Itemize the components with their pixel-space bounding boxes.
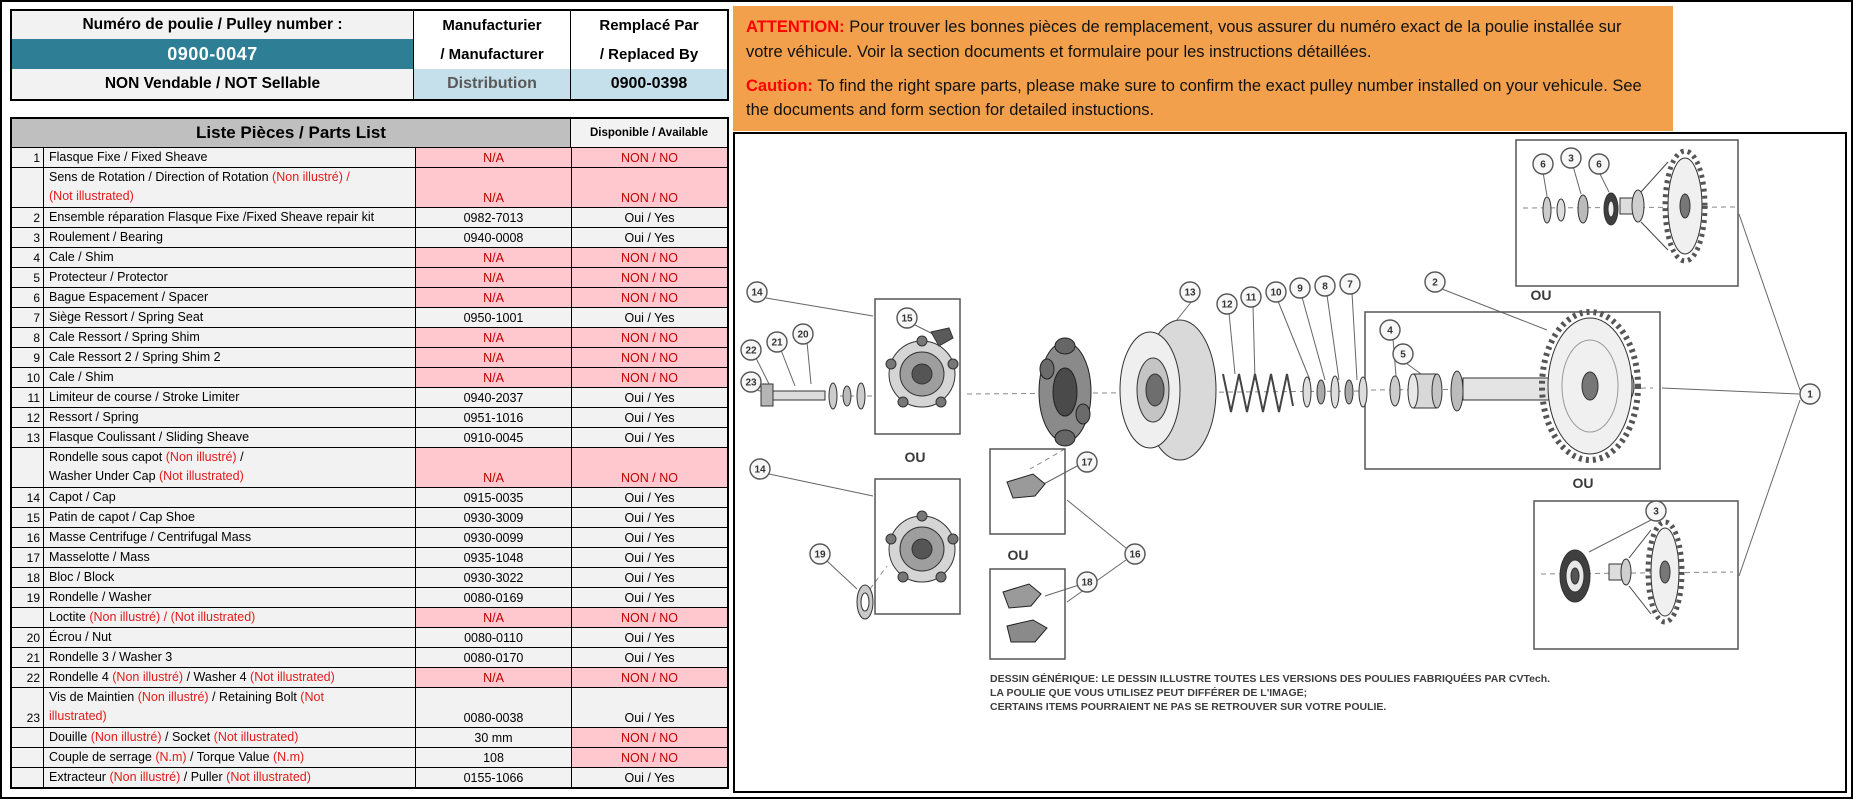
availability: Oui / Yes [572, 648, 727, 667]
availability: Oui / Yes [572, 408, 727, 427]
callout-number: 6 [1540, 159, 1546, 171]
parts-table-header-row [12, 119, 727, 147]
part-description: Rondelle / Washer [44, 588, 416, 607]
part-number: N/A [416, 268, 572, 287]
row-number: 21 [12, 648, 44, 667]
attention-lead-en: Caution: [746, 76, 813, 95]
pulley-exploded-diagram [733, 132, 1847, 793]
part-number: 0930-0099 [416, 528, 572, 547]
cap-drawing-bottom [886, 511, 958, 582]
part-description: Cale Ressort / Spring Shim [44, 328, 416, 347]
pulley-header-left-column [12, 11, 414, 99]
callout-number: 6 [1596, 159, 1602, 171]
row-number [12, 448, 44, 487]
part-number: 0930-3022 [416, 568, 572, 587]
availability: Oui / Yes [572, 548, 727, 567]
attention-text-en: To find the right spare parts, please make sure to confirm the exact pulley number installed on your vehicule. See the documents and form section for detailed instuctions. [746, 76, 1642, 120]
availability: NON / NO [572, 248, 727, 267]
part-description: Flasque Fixe / Fixed Sheave [44, 148, 416, 167]
part-description: Douille (Non illustré) / Socket (Not illustrated) [44, 728, 416, 747]
part-description: Cale Ressort 2 / Spring Shim 2 [44, 348, 416, 367]
part-number: 0982-7013 [416, 208, 572, 227]
part-description: Rondelle 3 / Washer 3 [44, 648, 416, 667]
parts-rows-container [12, 147, 727, 787]
parts-row [12, 367, 727, 387]
parts-row [12, 287, 727, 307]
parts-row [12, 267, 727, 287]
attention-paragraph-fr [746, 15, 1660, 65]
part-description: Bloc / Block [44, 568, 416, 587]
note-line: CERTAINS ITEMS POURRAIENT NE PAS SE RETROUVER SUR VOTRE POULIE. [990, 701, 1387, 713]
callout-number: 7 [1347, 279, 1353, 291]
parts-row [12, 547, 727, 567]
part-number: 108 [416, 748, 572, 767]
attention-paragraph-en [746, 74, 1660, 124]
part-number: 0080-0110 [416, 628, 572, 647]
part-number: 0951-1016 [416, 408, 572, 427]
callout-number: 14 [754, 464, 766, 476]
availability: Oui / Yes [572, 768, 727, 787]
sellable-status: NON Vendable / NOT Sellable [12, 69, 413, 99]
row-number: 23 [12, 688, 44, 727]
pulley-diagram-svg [735, 134, 1845, 791]
manufacturer-label-fr: Manufacturier [414, 11, 570, 39]
parts-row [12, 687, 727, 727]
parts-row [12, 647, 727, 667]
availability: NON / NO [572, 368, 727, 387]
availability: Oui / Yes [572, 228, 727, 247]
part-description: Cale / Shim [44, 368, 416, 387]
attention-lead-fr: ATTENTION: [746, 18, 845, 36]
callout-number: 13 [1184, 287, 1196, 299]
fixed-sheave-bottom-drawing [1560, 522, 1682, 622]
availability: NON / NO [572, 668, 727, 687]
row-number: 6 [12, 288, 44, 307]
part-description: Vis de Maintien (Non illustré) / Retaining Bolt (Not illustrated) [44, 688, 416, 727]
centrifugal-spider-drawing [1039, 338, 1091, 446]
note-line: LA POULIE QUE VOUS UTILISEZ PEUT DIFFÉRER DE L'IMAGE; [990, 687, 1308, 699]
row-number: 16 [12, 528, 44, 547]
sliding-sheave-drawing [1120, 320, 1216, 460]
callout-number: 11 [1245, 292, 1257, 304]
availability: Oui / Yes [572, 428, 727, 447]
or-label: OU [1530, 287, 1552, 303]
replaced-by-label-fr: Remplacé Par [571, 11, 727, 39]
row-number: 22 [12, 668, 44, 687]
row-number [12, 748, 44, 767]
part-description: Cale / Shim [44, 248, 416, 267]
callout-number: 10 [1270, 287, 1282, 299]
axis-dash [870, 566, 887, 589]
part-number: N/A [416, 368, 572, 387]
callout-number: 19 [814, 549, 826, 561]
row-number: 7 [12, 308, 44, 327]
callout-number: 1 [1807, 389, 1813, 401]
part-number: 0935-1048 [416, 548, 572, 567]
replaced-by-value: 0900-0398 [571, 69, 727, 99]
attention-box [733, 6, 1673, 131]
part-description: Capot / Cap [44, 488, 416, 507]
callout-number: 9 [1297, 283, 1303, 295]
callout-number: 16 [1129, 549, 1141, 561]
part-description: Ressort / Spring [44, 408, 416, 427]
mass-box-bottom [990, 569, 1065, 659]
parts-row [12, 207, 727, 227]
part-description: Patin de capot / Cap Shoe [44, 508, 416, 527]
part-description: Masselotte / Mass [44, 548, 416, 567]
part-number: 30 mm [416, 728, 572, 747]
availability: NON / NO [572, 148, 727, 167]
parts-row [12, 727, 727, 747]
availability: NON / NO [572, 288, 727, 307]
parts-row [12, 227, 727, 247]
part-description: Masse Centrifuge / Centrifugal Mass [44, 528, 416, 547]
part-number: 0915-0035 [416, 488, 572, 507]
availability: NON / NO [572, 268, 727, 287]
or-label: OU [904, 449, 926, 465]
axis-dash [1030, 449, 1065, 469]
part-number: 0080-0170 [416, 648, 572, 667]
washer-drawing [857, 585, 873, 619]
row-number: 13 [12, 428, 44, 447]
attention-text-fr: Pour trouver les bonnes pièces de remplacement, vous assurer du numéro exact de la poulie installée sur votre véhicule. Voir la section documents et formulaire pour les instructions détaillées. [746, 18, 1622, 61]
availability: NON / NO [572, 748, 727, 767]
callout-number: 23 [745, 377, 757, 389]
parts-row [12, 447, 727, 487]
parts-row [12, 527, 727, 547]
parts-list-table [10, 117, 729, 789]
callout-number: 3 [1568, 153, 1574, 165]
part-number: 0940-2037 [416, 388, 572, 407]
note-line: DESSIN GÉNÉRIQUE: LE DESSIN ILLUSTRE TOUTES LES VERSIONS DES POULIES FABRIQUÉES PAR CVTech. [990, 673, 1551, 685]
row-number [12, 608, 44, 627]
part-number: 0940-0008 [416, 228, 572, 247]
spring-drawing [1223, 374, 1293, 412]
parts-row [12, 507, 727, 527]
row-number [12, 168, 44, 207]
parts-row [12, 627, 727, 647]
availability: NON / NO [572, 348, 727, 367]
callout-number: 21 [771, 337, 783, 349]
row-number: 15 [12, 508, 44, 527]
part-description: Flasque Coulissant / Sliding Sheave [44, 428, 416, 447]
fixed-sheave-mid-drawing [1390, 312, 1638, 460]
parts-row [12, 147, 727, 167]
row-number: 9 [12, 348, 44, 367]
part-number: N/A [416, 668, 572, 687]
callout-number: 18 [1081, 577, 1093, 589]
parts-row [12, 747, 727, 767]
part-description: Rondelle 4 (Non illustré) / Washer 4 (Not illustrated) [44, 668, 416, 687]
row-number: 10 [12, 368, 44, 387]
part-number: N/A [416, 348, 572, 367]
availability: Oui / Yes [572, 208, 727, 227]
availability: Oui / Yes [572, 528, 727, 547]
callout-number: 5 [1400, 349, 1406, 361]
part-number: 0155-1066 [416, 768, 572, 787]
parts-row [12, 387, 727, 407]
row-number: 12 [12, 408, 44, 427]
availability: Oui / Yes [572, 388, 727, 407]
parts-row [12, 327, 727, 347]
row-number: 8 [12, 328, 44, 347]
parts-row [12, 667, 727, 687]
availability: Oui / Yes [572, 308, 727, 327]
part-description: Siège Ressort / Spring Seat [44, 308, 416, 327]
part-number: N/A [416, 248, 572, 267]
part-description: Sens de Rotation / Direction of Rotation (Non illustré) / (Not illustrated) [44, 168, 416, 207]
part-number: 0950-1001 [416, 308, 572, 327]
replaced-by-label-en: / Replaced By [571, 39, 727, 69]
or-label: OU [1572, 475, 1594, 491]
availability: Oui / Yes [572, 588, 727, 607]
callout-number: 22 [745, 345, 757, 357]
part-description: Roulement / Bearing [44, 228, 416, 247]
row-number: 20 [12, 628, 44, 647]
available-column-header: Disponible / Available [571, 119, 727, 147]
part-number: 0930-3009 [416, 508, 572, 527]
row-number: 3 [12, 228, 44, 247]
shim-stack-drawing [1303, 376, 1367, 408]
row-number: 2 [12, 208, 44, 227]
callout-number: 20 [797, 329, 809, 341]
parts-row [12, 567, 727, 587]
parts-row [12, 247, 727, 267]
part-description: Limiteur de course / Stroke Limiter [44, 388, 416, 407]
availability: Oui / Yes [572, 568, 727, 587]
or-labels [905, 287, 1594, 563]
parts-list-title: Liste Pièces / Parts List [12, 119, 571, 147]
callout-number: 12 [1221, 299, 1233, 311]
part-number: 0080-0038 [416, 688, 572, 727]
parts-row [12, 347, 727, 367]
callout-number: 14 [751, 287, 763, 299]
availability: NON / NO [572, 168, 727, 207]
row-number: 5 [12, 268, 44, 287]
part-description: Loctite (Non illustré) / (Not illustrated) [44, 608, 416, 627]
row-number: 18 [12, 568, 44, 587]
parts-row [12, 767, 727, 787]
part-number: N/A [416, 148, 572, 167]
generic-drawing-note [990, 672, 1550, 713]
part-description: Extracteur (Non illustré) / Puller (Not illustrated) [44, 768, 416, 787]
part-description: Rondelle sous capot (Non illustré) / Washer Under Cap (Not illustrated) [44, 448, 416, 487]
parts-row [12, 607, 727, 627]
callout-number: 3 [1653, 506, 1659, 518]
parts-row [12, 487, 727, 507]
availability: NON / NO [572, 448, 727, 487]
row-number: 1 [12, 148, 44, 167]
part-number: N/A [416, 168, 572, 207]
retaining-bolt-drawing [761, 383, 865, 409]
callout-number: 8 [1322, 281, 1328, 293]
pulley-header-table [10, 9, 729, 101]
parts-row [12, 307, 727, 327]
manufacturer-value: Distribution [414, 69, 570, 99]
callout-number: 17 [1081, 457, 1093, 469]
pulley-number-label: Numéro de poulie / Pulley number : [12, 11, 413, 39]
parts-row [12, 407, 727, 427]
availability: NON / NO [572, 328, 727, 347]
row-number: 14 [12, 488, 44, 507]
row-number: 19 [12, 588, 44, 607]
availability: Oui / Yes [572, 628, 727, 647]
availability: NON / NO [572, 608, 727, 627]
callout-number: 2 [1432, 277, 1438, 289]
availability: NON / NO [572, 728, 727, 747]
availability: Oui / Yes [572, 488, 727, 507]
row-number [12, 728, 44, 747]
part-description: Couple de serrage (N.m) / Torque Value (N.m) [44, 748, 416, 767]
part-description: Protecteur / Protector [44, 268, 416, 287]
part-number: N/A [416, 448, 572, 487]
part-description: Bague Espacement / Spacer [44, 288, 416, 307]
replaced-by-column [571, 11, 727, 99]
row-number [12, 768, 44, 787]
parts-row [12, 587, 727, 607]
part-number: N/A [416, 328, 572, 347]
parts-row [12, 167, 727, 207]
pulley-number-value: 0900-0047 [12, 39, 413, 69]
availability: Oui / Yes [572, 688, 727, 727]
callout-number: 4 [1387, 325, 1393, 337]
callout-number: 15 [901, 313, 913, 325]
manufacturer-column [414, 11, 571, 99]
manufacturer-label-en: / Manufacturer [414, 39, 570, 69]
part-description: Écrou / Nut [44, 628, 416, 647]
row-number: 17 [12, 548, 44, 567]
row-number: 11 [12, 388, 44, 407]
part-number: 0080-0169 [416, 588, 572, 607]
availability: Oui / Yes [572, 508, 727, 527]
part-description: Ensemble réparation Flasque Fixe /Fixed Sheave repair kit [44, 208, 416, 227]
or-label: OU [1007, 547, 1029, 563]
part-number: 0910-0045 [416, 428, 572, 447]
part-number: N/A [416, 608, 572, 627]
row-number: 4 [12, 248, 44, 267]
cap-drawing-top [886, 328, 958, 407]
part-number: N/A [416, 288, 572, 307]
parts-row [12, 427, 727, 447]
